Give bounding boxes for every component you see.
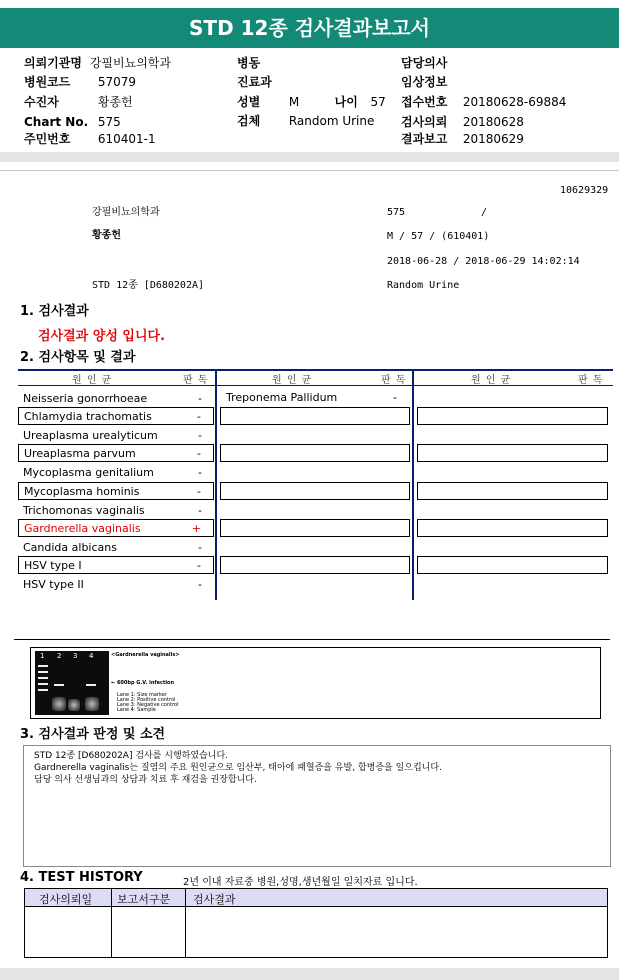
col3-judge-header: 판 독 bbox=[578, 375, 604, 386]
empty-result-cell bbox=[220, 482, 410, 500]
age-label: 나이 bbox=[334, 95, 358, 109]
empty-result-cell bbox=[220, 407, 410, 425]
organism-row: Trichomonas vaginalis - bbox=[23, 504, 202, 517]
print-chart-separator: / bbox=[481, 207, 488, 218]
print-chart: 575 bbox=[387, 207, 406, 218]
hospital-code-value: 57079 bbox=[97, 75, 137, 89]
history-note: 2년 이내 자료중 병원,성명,생년월일 일치자료 입니다. bbox=[183, 877, 418, 888]
print-dates: 2018-06-28 / 2018-06-29 14:02:14 bbox=[387, 256, 580, 267]
gel-legend-line: Lane 2: Positive control bbox=[117, 697, 176, 703]
organism-row: HSV type II - bbox=[23, 578, 202, 591]
age-value: 57 bbox=[370, 95, 386, 109]
history-col-report-type: 보고서구분 bbox=[117, 893, 171, 906]
gel-glow bbox=[68, 699, 80, 711]
resident-no-label: 주민번호 bbox=[24, 132, 71, 146]
dept-label: 진료과 bbox=[237, 75, 272, 89]
col1-judge-header: 판 독 bbox=[183, 375, 209, 386]
col2-judge-header: 판 독 bbox=[381, 375, 407, 386]
gel-legend-line: Lane 1: Size marker bbox=[117, 692, 167, 698]
opinion-box bbox=[23, 745, 611, 867]
report-date-value: 20180629 bbox=[462, 132, 524, 146]
doctor-label: 담당의사 bbox=[401, 56, 448, 70]
clinic-value: 강필비뇨의학과 bbox=[89, 56, 171, 70]
document-number: 10629329 bbox=[560, 185, 609, 196]
print-test: STD 12종 [D680202A] bbox=[92, 280, 205, 291]
organism-row: Ureaplasma urealyticum - bbox=[23, 429, 202, 442]
header-report-date bbox=[401, 132, 524, 146]
receipt-no-label: 접수번호 bbox=[401, 95, 448, 109]
organism-row: Neisseria gonorrhoeae - bbox=[23, 392, 202, 405]
organism-row: Ureaplasma parvum - bbox=[18, 444, 214, 462]
patient-label: 수진자 bbox=[24, 95, 59, 109]
section2-title: 2. 검사항목 및 결과 bbox=[20, 350, 136, 365]
ladder-band bbox=[38, 671, 48, 673]
positive-control-band bbox=[54, 684, 64, 686]
chart-no-label: Chart No. bbox=[24, 115, 89, 129]
gel-caption-band: ← 600bp G.V. infection bbox=[111, 680, 175, 686]
gel-legend-line: Lane 4: Sample bbox=[117, 707, 156, 713]
empty-result-cell bbox=[417, 444, 608, 462]
gel-caption-title: <Gardnerella vaginalis> bbox=[111, 652, 180, 658]
clinical-info-label: 임상정보 bbox=[401, 75, 448, 89]
treponema-name: Treponema Pallidum bbox=[226, 391, 338, 404]
sample-band bbox=[86, 684, 96, 686]
section4-title: 4. TEST HISTORY bbox=[20, 870, 143, 885]
lane-number: 2 bbox=[57, 652, 62, 660]
page-bottom-bar bbox=[0, 968, 619, 980]
print-specimen: Random Urine bbox=[387, 280, 460, 291]
section3-title: 3. 검사결과 판정 및 소견 bbox=[20, 727, 166, 742]
print-clinic: 강필비뇨의학과 bbox=[92, 207, 160, 218]
report-title: STD 12종 검사결과보고서 bbox=[0, 8, 619, 48]
header-specimen bbox=[237, 114, 374, 128]
specimen-label: 검체 bbox=[237, 114, 261, 128]
col1-organism-header: 원 인 균 bbox=[72, 375, 113, 386]
ward-label: 병동 bbox=[237, 56, 261, 70]
header-clinical-info bbox=[401, 75, 447, 89]
section-divider bbox=[14, 639, 610, 640]
ladder-band bbox=[38, 665, 48, 667]
ladder-band bbox=[38, 677, 48, 679]
specimen-value: Random Urine bbox=[288, 114, 375, 128]
empty-result-cell bbox=[220, 556, 410, 574]
history-col-result: 검사결과 bbox=[193, 893, 236, 906]
positive-result-message: 검사결과 양성 입니다. bbox=[38, 329, 166, 344]
empty-result-cell bbox=[417, 407, 608, 425]
patient-value: 황종헌 bbox=[97, 95, 133, 109]
lane-number: 3 bbox=[73, 652, 78, 660]
section1-title: 1. 검사결과 bbox=[20, 304, 89, 319]
opinion-line: 담당 의사 선생님과의 상담과 치료 후 재검을 권장합니다. bbox=[34, 775, 257, 785]
header-doctor bbox=[401, 56, 447, 70]
organism-row: Candida albicans - bbox=[23, 541, 202, 554]
hospital-code-label: 병원코드 bbox=[24, 75, 71, 89]
sex-value: M bbox=[288, 95, 300, 109]
results-col-divider-2 bbox=[412, 370, 414, 600]
treponema-result: - bbox=[393, 391, 397, 404]
header-divider bbox=[0, 152, 619, 162]
ladder-band bbox=[38, 683, 48, 685]
header-chart-no bbox=[24, 115, 121, 129]
col2-organism-header: 원 인 균 bbox=[272, 375, 313, 386]
col3-organism-header: 원 인 균 bbox=[471, 375, 512, 386]
header-resident-no bbox=[24, 132, 156, 146]
organism-row: HSV type I - bbox=[18, 556, 214, 574]
gel-glow bbox=[85, 697, 99, 711]
empty-result-cell bbox=[417, 482, 608, 500]
history-col-divider bbox=[185, 889, 186, 957]
lane-number: 1 bbox=[40, 652, 45, 660]
header-clinic bbox=[24, 56, 171, 70]
header-request-date bbox=[401, 115, 524, 129]
header-receipt-no bbox=[401, 95, 566, 109]
history-col-request-date: 검사의뢰일 bbox=[39, 893, 93, 906]
organism-row: Mycoplasma hominis - bbox=[18, 482, 214, 500]
chart-no-value: 575 bbox=[97, 115, 121, 129]
results-col-divider-1 bbox=[215, 370, 217, 600]
organism-row-positive: Gardnerella vaginalis + bbox=[18, 519, 214, 537]
opinion-line: STD 12종 [D680202A] 검사를 시행하였습니다. bbox=[34, 751, 228, 761]
gel-legend-line: Lane 3: Negative control bbox=[117, 702, 179, 708]
print-patient: 황종헌 bbox=[92, 230, 121, 241]
print-sex-age: M / 57 / (610401) bbox=[387, 231, 490, 242]
history-table-header bbox=[25, 889, 607, 907]
report-date-label: 결과보고 bbox=[401, 132, 448, 146]
header-patient bbox=[24, 95, 133, 109]
gel-glow bbox=[52, 697, 66, 711]
organism-row: Mycoplasma genitalium - bbox=[23, 466, 202, 479]
request-date-value: 20180628 bbox=[462, 115, 524, 129]
empty-result-cell bbox=[417, 519, 608, 537]
organism-row: Chlamydia trachomatis - bbox=[18, 407, 214, 425]
lane-number: 4 bbox=[89, 652, 94, 660]
empty-result-cell bbox=[220, 519, 410, 537]
resident-no-value: 610401-1 bbox=[97, 132, 156, 146]
header-sex bbox=[237, 95, 386, 109]
clinic-label: 의뢰기관명 bbox=[24, 56, 82, 70]
receipt-no-value: 20180628-69884 bbox=[462, 95, 567, 109]
header-hospital-code bbox=[24, 75, 136, 89]
empty-result-cell bbox=[220, 444, 410, 462]
history-table bbox=[24, 888, 608, 958]
gel-electrophoresis-image bbox=[35, 651, 109, 715]
sex-label: 성별 bbox=[237, 95, 261, 109]
ladder-band bbox=[38, 689, 48, 691]
gel-image-frame bbox=[30, 647, 601, 719]
empty-result-cell bbox=[417, 556, 608, 574]
request-date-label: 검사의뢰 bbox=[401, 115, 448, 129]
print-area-top-line bbox=[0, 170, 619, 171]
history-col-divider bbox=[111, 889, 112, 957]
opinion-line: Gardnerella vaginalis는 질염의 주요 원인균으로 임산부, 태아에 패혈증을 유발, 합병증을 일으킵니다. bbox=[34, 763, 442, 773]
